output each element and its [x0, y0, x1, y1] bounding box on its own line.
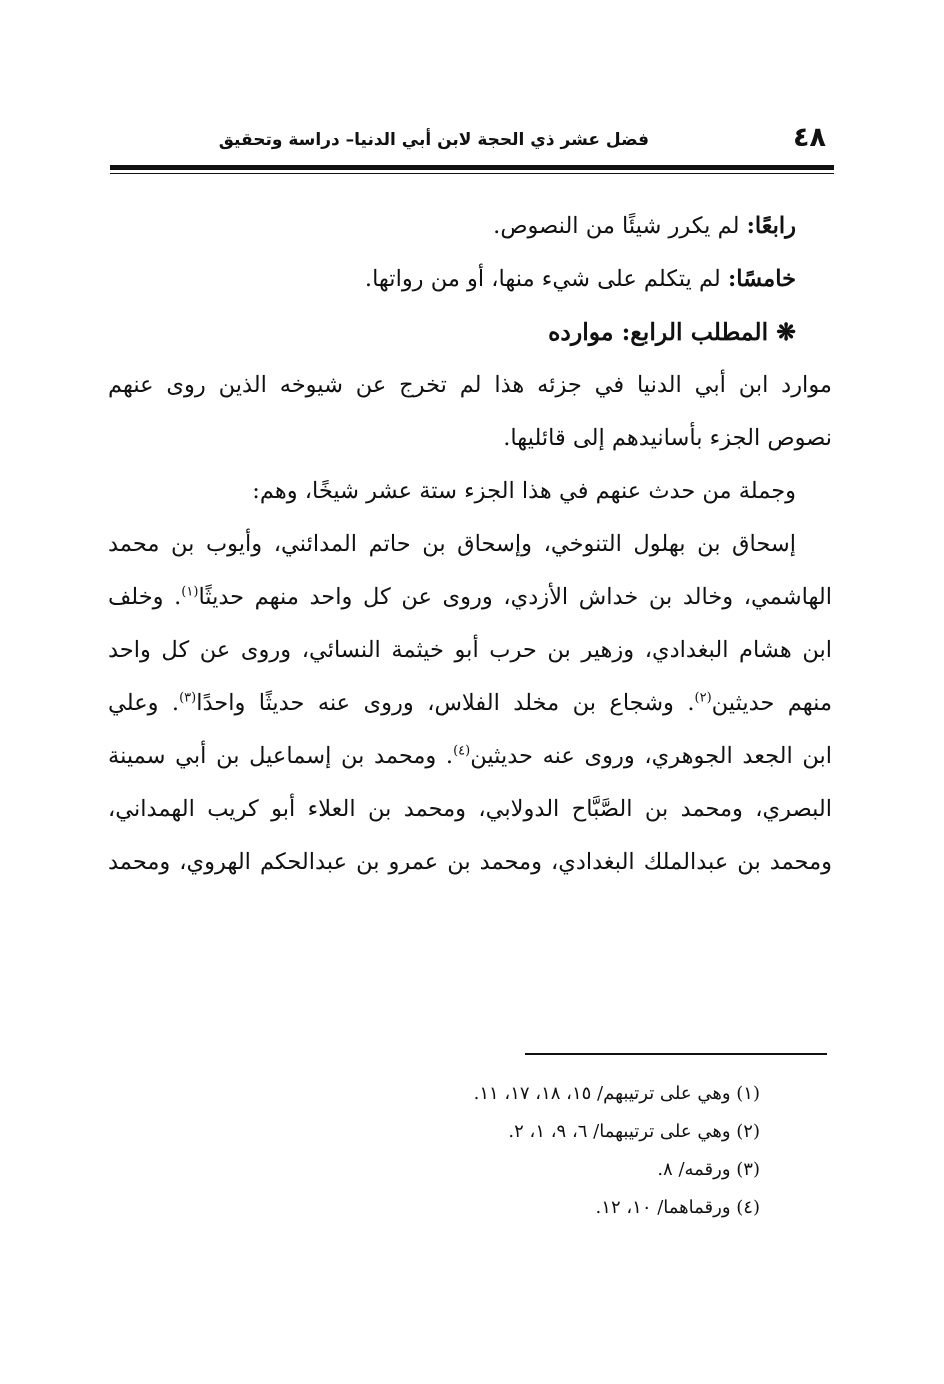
text-line — [108, 730, 832, 783]
text-segment: منهم حديثين — [711, 690, 832, 716]
footnote-ref: (٤) — [453, 743, 471, 759]
text-segment: الهاشمي، وخالد بن خداش الأزدي، وروى عن كل واحد منهم حديثًا — [198, 584, 832, 610]
text-line: وجملة من حدث عنهم في هذا الجزء ستة عشر شيخًا، وهم: — [252, 478, 796, 504]
paragraph-khamisan — [108, 253, 832, 306]
footnote-ref: (٣) — [179, 690, 197, 706]
header-rule-thick — [110, 165, 834, 170]
footnote: (٣) ورقمه/ ٨. — [657, 1159, 760, 1180]
text-line: البصري، ومحمد بن الصَّبَّاح الدولابي، ومحمد بن العلاء أبو كريب الهمداني، — [108, 796, 832, 822]
text-segment: . ومحمد بن إسماعيل بن أبي سمينة — [108, 743, 454, 769]
header-rule-thin — [110, 173, 834, 174]
paragraph-text: لم يتكلم على شيء منها، أو من رواتها. — [364, 266, 728, 292]
footnote: (١) وهي على ترتيبهم/ ١٥، ١٨، ١٧، ١١. — [473, 1083, 760, 1104]
footnote-ref: (١) — [181, 584, 199, 600]
running-title: فضل عشر ذي الحجة لابن أبي الدنيا– دراسة وتحقيق — [218, 130, 649, 150]
page-number: ٤٨ — [793, 122, 826, 153]
text-segment: . وخلف — [108, 584, 182, 610]
text-line: إسحاق بن بهلول التنوخي، وإسحاق بن حاتم المدائني، وأيوب بن محمد — [108, 531, 796, 557]
text-line — [108, 677, 832, 730]
text-line: نصوص الجزء بأسانيدهم إلى قائليها. — [503, 425, 832, 451]
text-segment: . وشجاع بن مخلد الفلاس، وروى عنه حديثًا واحدًا — [196, 690, 695, 716]
text-segment: . وعلي — [108, 690, 180, 716]
paragraph-rabian — [108, 200, 832, 253]
footnote-ref: (٢) — [694, 690, 712, 706]
page-header — [110, 122, 834, 162]
paragraph-lead: رابعًا: — [746, 213, 796, 239]
main-text — [108, 200, 832, 889]
paragraph-text: لم يكرر شيئًا من النصوص. — [493, 213, 747, 239]
text-segment: ابن الجعد الجوهري، وروى عنه حديثين — [470, 743, 832, 769]
text-line — [108, 571, 832, 624]
footnotes — [200, 1075, 760, 1227]
text-line: ومحمد بن عبدالملك البغدادي، ومحمد بن عمرو بن عبدالحكم الهروي، ومحمد — [108, 849, 832, 875]
text-line: موارد ابن أبي الدنيا في جزئه هذا لم تخرج عن شيوخه الذين روى عنهم — [108, 372, 832, 398]
footnote: (٤) ورقماهما/ ١٠، ١٢. — [595, 1197, 760, 1218]
footnote: (٢) وهي على ترتيبهما/ ٦، ٩، ١، ٢. — [508, 1121, 760, 1142]
text-line: ابن هشام البغدادي، وزهير بن حرب أبو خيثمة النسائي، وروى عن كل واحد — [108, 637, 832, 663]
section-heading: ❋ المطلب الرابع: موارده — [548, 318, 796, 346]
paragraph-lead: خامسًا: — [727, 266, 796, 292]
footnote-separator — [525, 1053, 827, 1055]
